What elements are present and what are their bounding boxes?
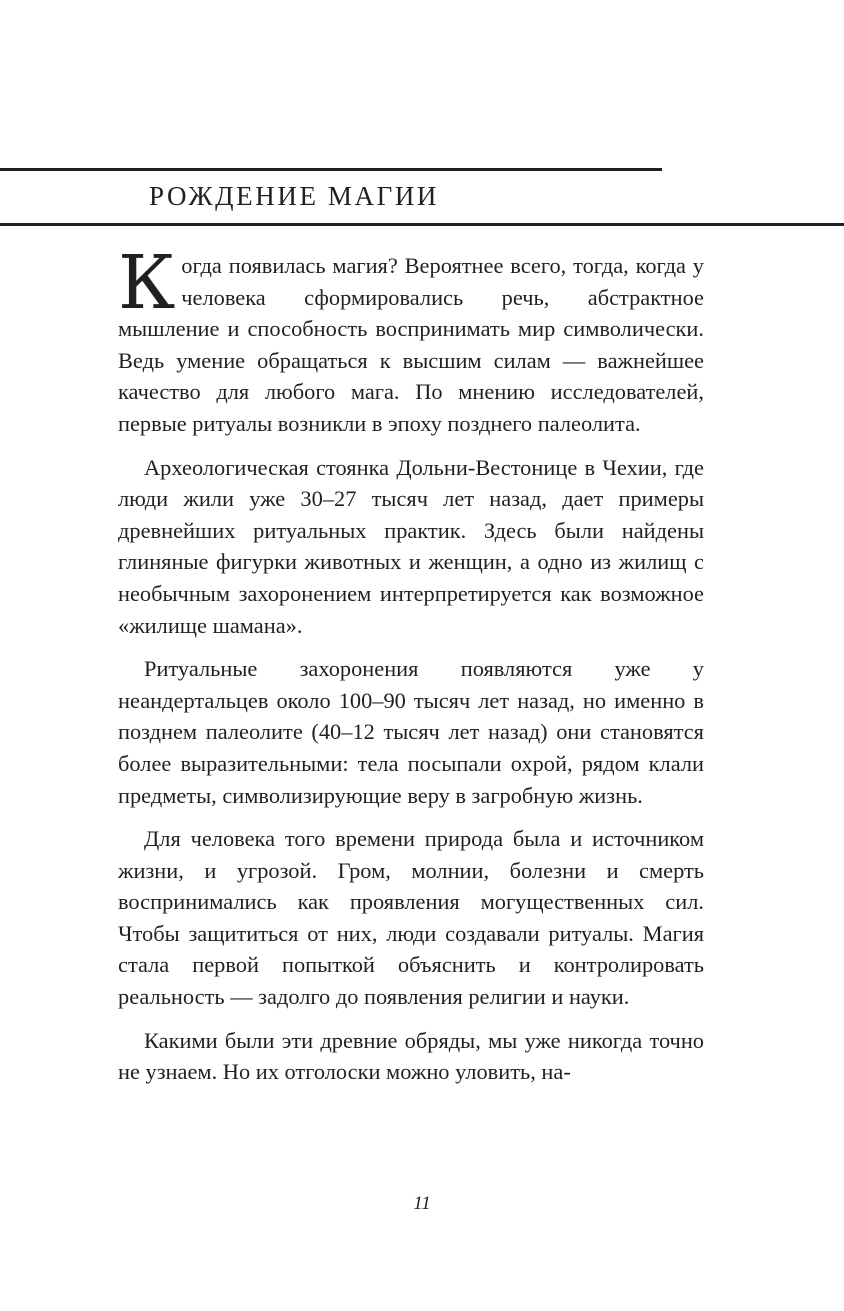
header-rule-bottom: [0, 223, 844, 226]
paragraph-1-text: огда появилась магия? Вероятнее всего, тогда, когда у человека сформировались речь, абстрактное мышление и способность воспринимать мир символически. Ведь умение обращаться к высшим силам — важнейшее качество для любого мага. По мнению исследователей, первые ритуалы возникли в эпоху позднего палеолита.: [118, 253, 704, 436]
paragraph-2: Археологическая стоянка Дольни-Вестонице в Чехии, где люди жили уже 30–27 тысяч лет назад, дает примеры древнейших ритуальных практик. Здесь были найдены глиняные фигурки животных и женщин, а одно из жилищ с необычным захоронением интерпретируется как возможное «жилище шамана».: [118, 454, 704, 638]
drop-cap: К: [118, 240, 176, 326]
header-rule-top: [0, 168, 662, 171]
page-number: 11: [413, 1193, 431, 1214]
paragraph-1: [118, 240, 704, 440]
paragraph-3: Ритуальные захоронения появляются уже у неандертальцев около 100–90 тысяч лет назад, но именно в позднем палеолите (40–12 тысяч лет назад) они становятся более выразительными: тела посыпали охрой, рядом клали предметы, символизирующие веру в загробную жизнь.: [118, 656, 704, 808]
body-text: [118, 240, 704, 1100]
chapter-title: РОЖДЕНИЕ МАГИИ: [149, 181, 440, 211]
paragraph-4: Для человека того времени природа была и источником жизни, и угрозой. Гром, молнии, болезни и смерть воспринимались как проявления могущественных сил. Чтобы защититься от них, люди создавали ритуалы. Магия стала первой попыткой объяснить и контролировать реальность — задолго до появления религии и науки.: [118, 826, 704, 1010]
paragraph-5: Какими были эти древние обряды, мы уже никогда точно не узнаем. Но их отголоски можно уловить, на-: [118, 1027, 704, 1085]
